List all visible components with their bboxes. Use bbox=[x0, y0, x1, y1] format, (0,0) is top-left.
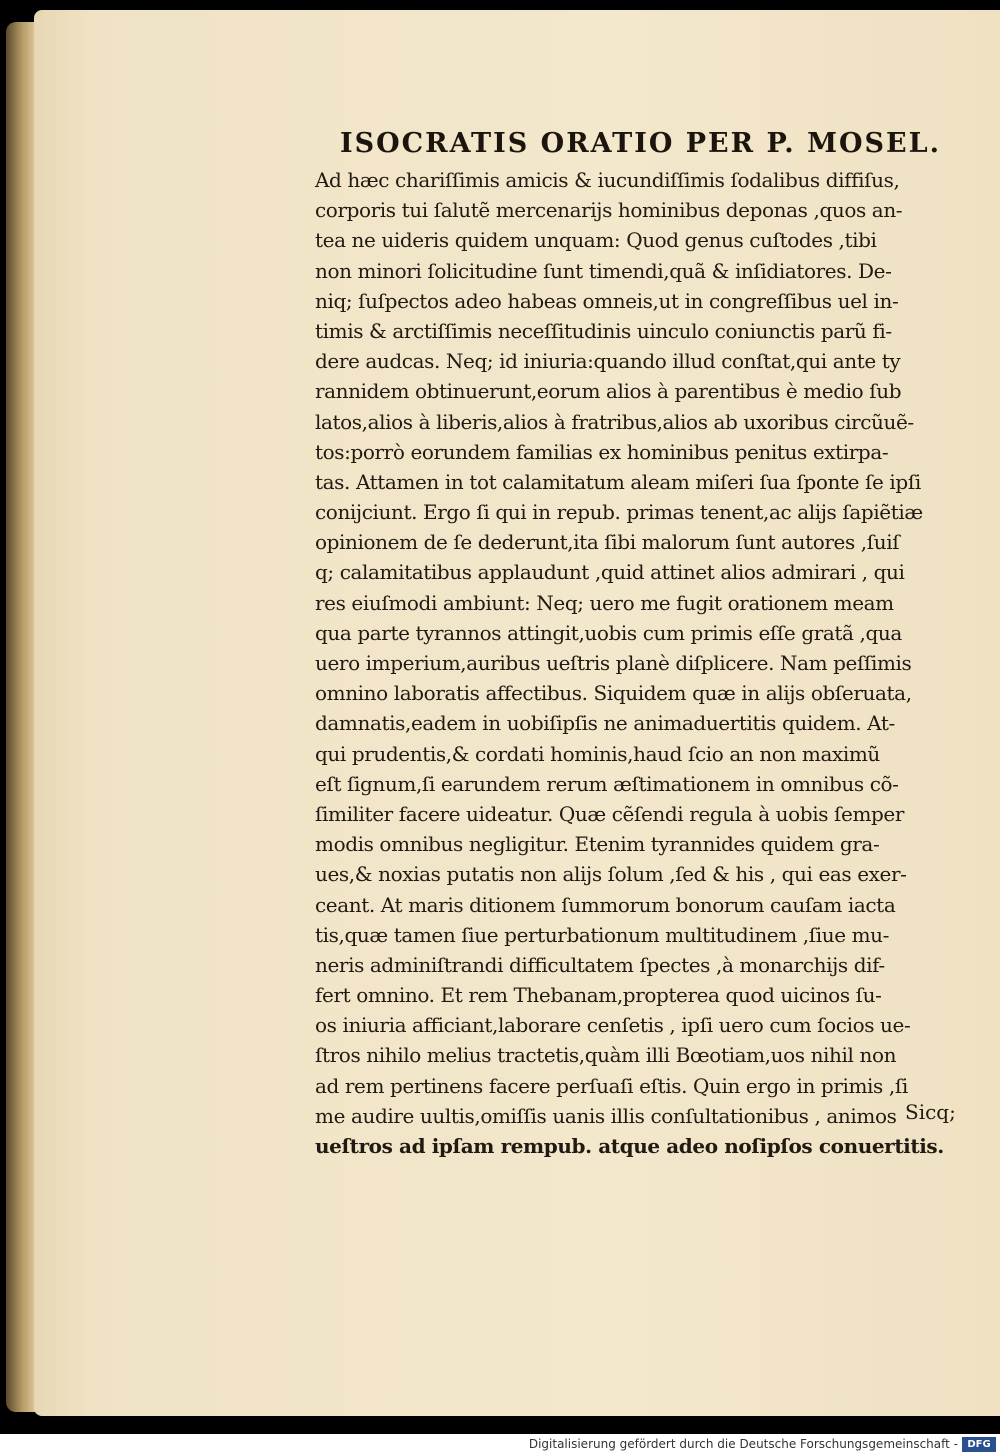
text-line: ſimiliter facere uideatur. Quæ cẽſendi regula à uobis ſemper bbox=[315, 801, 905, 826]
text-line: tis,quæ tamen ſiue perturbationum multitudinem ,ſiue mu- bbox=[315, 922, 889, 947]
text-line: omnino laboratis affectibus. Siquidem quæ in alijs obſeruata, bbox=[315, 681, 912, 706]
text-line: me audire uultis,omiſſis uanis illis conſultationibus , animos bbox=[315, 1103, 897, 1128]
text-line: timis & arctiſſimis neceſſitudinis uinculo coniunctis parũ fi- bbox=[315, 318, 892, 343]
footer-bar bbox=[0, 1434, 1000, 1456]
text-line: uero imperium,auribus ueſtris planè diſplicere. Nam peſſimis bbox=[315, 651, 912, 675]
text-line: latos,alios à liberis,alios à fratribus,alios ab uxoribus circũuẽ- bbox=[315, 409, 914, 434]
text-line: qua parte tyrannos attingit,uobis cum primis eſſe gratã ,qua bbox=[315, 620, 902, 645]
text-line: qui prudentis,& cordati hominis,haud ſcio an non maximũ bbox=[315, 741, 880, 766]
text-line: rannidem obtinuerunt,eorum alios à parentibus è medio ſub bbox=[315, 379, 902, 404]
text-line: modis omnibus negligitur. Etenim tyrannides quidem gra- bbox=[315, 832, 880, 857]
text-line: ad rem pertinens facere perſuaſi eſtis. Quin ergo in primis ,ſi bbox=[315, 1073, 908, 1098]
text-line: ceant. At maris ditionem ſummorum bonorum cauſam iacta bbox=[315, 892, 896, 917]
text-line: eſt ſignum,ſi earundem rerum æſtimationem in omnibus cõ- bbox=[315, 771, 899, 796]
text-line: niq; ſuſpectos adeo habeas omneis,ut in congreſſibus uel in- bbox=[315, 288, 899, 313]
text-line: damnatis,eadem in uobiſipſis ne animaduertitis quidem. At- bbox=[315, 711, 895, 736]
text-line: dere audcas. Neq; id iniuria:quando illud conſtat,qui ante ty bbox=[315, 349, 901, 374]
text-line: Ad hæc chariſſimis amicis & iucundiſſimis ſodalibus diffiſus, bbox=[315, 168, 900, 192]
text-line: ues,& noxias putatis non alijs ſolum ,ſed & his , qui eas exer- bbox=[315, 862, 907, 887]
body-text bbox=[315, 165, 975, 1161]
text-line: ſtros nihilo melius tractetis,quàm illi Bœotiam,uos nihil non bbox=[315, 1043, 897, 1068]
text-line: ueſtros ad ipſam rempub. atque adeo noſipſos conuertitis. bbox=[315, 1134, 944, 1158]
text-line: tos:porrò eorundem familias ex hominibus penitus extirpa- bbox=[315, 439, 889, 464]
text-line: corporis tui ſalutẽ mercenarijs hominibus deponas ,quos an- bbox=[315, 198, 903, 223]
catchword: Sicq; bbox=[905, 1100, 956, 1124]
text-line: fert omnino. Et rem Thebanam,propterea quod uicinos ſu- bbox=[315, 983, 882, 1008]
text-line: opinionem de ſe dederunt,ita ſibi malorum ſunt autores ,ſuiſ bbox=[315, 530, 900, 555]
text-line: tas. Attamen in tot calamitatum aleam miſeri ſua ſponte ſe ipſi bbox=[315, 469, 921, 494]
text-line: tea ne uideris quidem unquam: Quod genus cuſtodes ,tibi bbox=[315, 228, 877, 253]
dfg-logo-icon: DFG bbox=[962, 1437, 996, 1452]
text-line: conijciunt. Ergo ſi qui in repub. primas tenent,ac alijs ſapiẽtiæ bbox=[315, 500, 923, 525]
text-line: q; calamitatibus applaudunt ,quid attinet alios admirari , qui bbox=[315, 560, 905, 585]
text-line: res eiuſmodi ambiunt: Neq; uero me fugit orationem meam bbox=[315, 590, 894, 615]
text-line: os iniuria afficiant,laborare cenſetis , ipſi uero cum ſocios ue- bbox=[315, 1013, 911, 1038]
text-line: neris adminiſtrandi difficultatem ſpectes ,à monarchijs dif- bbox=[315, 952, 885, 977]
footer-credit: Digitalisierung gefördert durch die Deutsche Forschungsgemeinschaft - bbox=[528, 1437, 958, 1451]
running-head: ISOCRATIS ORATIO PER P. MOSEL. bbox=[340, 128, 941, 159]
text-line: non minori ſolicitudine ſunt timendi,quã & inſidiatores. De- bbox=[315, 258, 892, 283]
